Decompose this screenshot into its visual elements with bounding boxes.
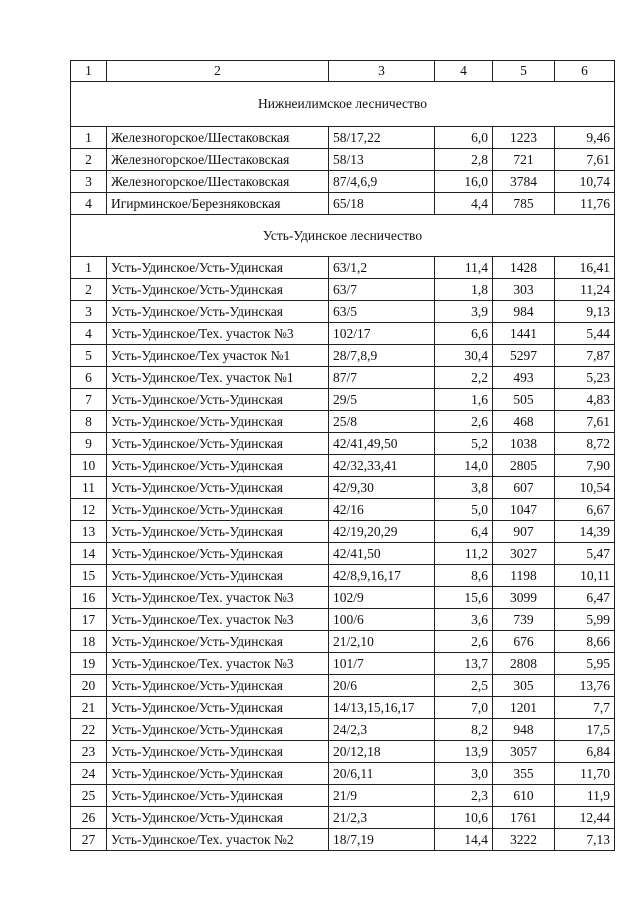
area-cell: 2,8 [435,149,493,171]
value-cell: 16,41 [555,257,615,279]
table-row [71,345,615,367]
value-cell: 6,84 [555,741,615,763]
row-number-cell: 8 [71,411,107,433]
table-row [71,389,615,411]
value-cell: 5,44 [555,323,615,345]
row-number-cell: 27 [71,829,107,851]
value-cell: 9,46 [555,127,615,149]
district-name-cell: Усть-Удинское/Тех. участок №1 [107,367,329,389]
table-row [71,763,615,785]
quarter-allotment-cell: 87/7 [329,367,435,389]
volume-cell: 1441 [493,323,555,345]
volume-cell: 948 [493,719,555,741]
table-row [71,521,615,543]
volume-cell: 1038 [493,433,555,455]
quarter-allotment-cell: 18/7,19 [329,829,435,851]
area-cell: 3,9 [435,301,493,323]
row-number-cell: 7 [71,389,107,411]
district-name-cell: Усть-Удинское/Усть-Удинская [107,433,329,455]
quarter-allotment-cell: 65/18 [329,193,435,215]
row-number-cell: 10 [71,455,107,477]
district-name-cell: Усть-Удинское/Усть-Удинская [107,719,329,741]
value-cell: 10,54 [555,477,615,499]
row-number-cell: 23 [71,741,107,763]
district-name-cell: Железногорское/Шестаковская [107,127,329,149]
area-cell: 11,2 [435,543,493,565]
district-name-cell: Усть-Удинское/Усть-Удинская [107,499,329,521]
table-row [71,697,615,719]
row-number-cell: 2 [71,149,107,171]
table-row [71,171,615,193]
district-name-cell: Усть-Удинское/Усть-Удинская [107,697,329,719]
quarter-allotment-cell: 63/1,2 [329,257,435,279]
row-number-cell: 18 [71,631,107,653]
quarter-allotment-cell: 14/13,15,16,17 [329,697,435,719]
area-cell: 14,4 [435,829,493,851]
row-number-cell: 20 [71,675,107,697]
table-row [71,193,615,215]
table-row [71,807,615,829]
quarter-allotment-cell: 42/41,50 [329,543,435,565]
volume-cell: 355 [493,763,555,785]
district-name-cell: Игирминское/Березняковская [107,193,329,215]
table-row [71,565,615,587]
table-row [71,741,615,763]
quarter-allotment-cell: 100/6 [329,609,435,631]
volume-cell: 505 [493,389,555,411]
quarter-allotment-cell: 29/5 [329,389,435,411]
area-cell: 3,0 [435,763,493,785]
area-cell: 5,2 [435,433,493,455]
row-number-cell: 17 [71,609,107,631]
volume-cell: 493 [493,367,555,389]
area-cell: 13,9 [435,741,493,763]
value-cell: 9,13 [555,301,615,323]
value-cell: 10,74 [555,171,615,193]
row-number-cell: 3 [71,301,107,323]
quarter-allotment-cell: 102/9 [329,587,435,609]
area-cell: 5,0 [435,499,493,521]
value-cell: 14,39 [555,521,615,543]
quarter-allotment-cell: 102/17 [329,323,435,345]
table-row [71,257,615,279]
volume-cell: 721 [493,149,555,171]
district-name-cell: Усть-Удинское/Тех. участок №3 [107,653,329,675]
value-cell: 10,11 [555,565,615,587]
area-cell: 4,4 [435,193,493,215]
area-cell: 8,2 [435,719,493,741]
quarter-allotment-cell: 42/41,49,50 [329,433,435,455]
quarter-allotment-cell: 20/12,18 [329,741,435,763]
table-row [71,323,615,345]
district-name-cell: Усть-Удинское/Усть-Удинская [107,301,329,323]
quarter-allotment-cell: 42/19,20,29 [329,521,435,543]
quarter-allotment-cell: 21/2,10 [329,631,435,653]
area-cell: 14,0 [435,455,493,477]
district-name-cell: Усть-Удинское/Тех. участок №2 [107,829,329,851]
district-name-cell: Усть-Удинское/Усть-Удинская [107,279,329,301]
row-number-cell: 26 [71,807,107,829]
value-cell: 12,44 [555,807,615,829]
district-name-cell: Усть-Удинское/Тех. участок №3 [107,323,329,345]
table-row [71,477,615,499]
area-cell: 30,4 [435,345,493,367]
value-cell: 11,9 [555,785,615,807]
row-number-cell: 15 [71,565,107,587]
row-number-cell: 25 [71,785,107,807]
row-number-cell: 24 [71,763,107,785]
header-cell-5: 5 [493,61,555,82]
value-cell: 5,23 [555,367,615,389]
area-cell: 2,3 [435,785,493,807]
value-cell: 11,76 [555,193,615,215]
row-number-cell: 1 [71,257,107,279]
row-number-cell: 13 [71,521,107,543]
value-cell: 11,70 [555,763,615,785]
volume-cell: 610 [493,785,555,807]
table-row [71,631,615,653]
quarter-allotment-cell: 58/17,22 [329,127,435,149]
value-cell: 7,13 [555,829,615,851]
area-cell: 3,8 [435,477,493,499]
table-row [71,653,615,675]
area-cell: 1,6 [435,389,493,411]
quarter-allotment-cell: 101/7 [329,653,435,675]
area-cell: 3,6 [435,609,493,631]
volume-cell: 1761 [493,807,555,829]
district-name-cell: Усть-Удинское/Усть-Удинская [107,631,329,653]
table-row [71,543,615,565]
header-cell-1: 1 [71,61,107,82]
row-number-cell: 12 [71,499,107,521]
area-cell: 2,2 [435,367,493,389]
row-number-cell: 5 [71,345,107,367]
value-cell: 6,67 [555,499,615,521]
table-row [71,719,615,741]
volume-cell: 607 [493,477,555,499]
quarter-allotment-cell: 42/16 [329,499,435,521]
section-title-row [71,215,615,257]
volume-cell: 3057 [493,741,555,763]
volume-cell: 907 [493,521,555,543]
volume-cell: 303 [493,279,555,301]
quarter-allotment-cell: 20/6 [329,675,435,697]
table-row [71,367,615,389]
district-name-cell: Усть-Удинское/Усть-Удинская [107,389,329,411]
value-cell: 4,83 [555,389,615,411]
quarter-allotment-cell: 63/5 [329,301,435,323]
section-title: Нижнеилимское лесничество [71,82,615,127]
area-cell: 13,7 [435,653,493,675]
quarter-allotment-cell: 21/2,3 [329,807,435,829]
table-row [71,433,615,455]
value-cell: 7,61 [555,411,615,433]
header-cell-6: 6 [555,61,615,82]
value-cell: 7,90 [555,455,615,477]
row-number-cell: 14 [71,543,107,565]
area-cell: 2,6 [435,411,493,433]
row-number-cell: 9 [71,433,107,455]
row-number-cell: 11 [71,477,107,499]
district-name-cell: Усть-Удинское/Усть-Удинская [107,543,329,565]
table-row [71,149,615,171]
quarter-allotment-cell: 42/9,30 [329,477,435,499]
volume-cell: 1047 [493,499,555,521]
value-cell: 8,72 [555,433,615,455]
table-row [71,785,615,807]
district-name-cell: Усть-Удинское/Усть-Удинская [107,257,329,279]
area-cell: 6,0 [435,127,493,149]
district-name-cell: Усть-Удинское/Усть-Удинская [107,521,329,543]
header-row [71,61,615,82]
volume-cell: 739 [493,609,555,631]
row-number-cell: 19 [71,653,107,675]
volume-cell: 305 [493,675,555,697]
area-cell: 1,8 [435,279,493,301]
district-name-cell: Усть-Удинское/Усть-Удинская [107,565,329,587]
table-row [71,279,615,301]
volume-cell: 676 [493,631,555,653]
quarter-allotment-cell: 42/8,9,16,17 [329,565,435,587]
area-cell: 15,6 [435,587,493,609]
district-name-cell: Усть-Удинское/Усть-Удинская [107,785,329,807]
area-cell: 6,6 [435,323,493,345]
quarter-allotment-cell: 21/9 [329,785,435,807]
table-row [71,127,615,149]
area-cell: 2,5 [435,675,493,697]
table-body [71,61,615,851]
area-cell: 11,4 [435,257,493,279]
table-row [71,301,615,323]
row-number-cell: 16 [71,587,107,609]
value-cell: 13,76 [555,675,615,697]
table-row [71,499,615,521]
value-cell: 7,61 [555,149,615,171]
quarter-allotment-cell: 24/2,3 [329,719,435,741]
section-title-row [71,82,615,127]
area-cell: 10,6 [435,807,493,829]
quarter-allotment-cell: 63/7 [329,279,435,301]
row-number-cell: 4 [71,323,107,345]
row-number-cell: 2 [71,279,107,301]
volume-cell: 984 [493,301,555,323]
volume-cell: 5297 [493,345,555,367]
volume-cell: 3784 [493,171,555,193]
quarter-allotment-cell: 20/6,11 [329,763,435,785]
volume-cell: 2808 [493,653,555,675]
quarter-allotment-cell: 87/4,6,9 [329,171,435,193]
area-cell: 8,6 [435,565,493,587]
row-number-cell: 22 [71,719,107,741]
value-cell: 5,99 [555,609,615,631]
table-row [71,675,615,697]
district-name-cell: Усть-Удинское/Усть-Удинская [107,763,329,785]
area-cell: 7,0 [435,697,493,719]
table-row [71,587,615,609]
district-name-cell: Усть-Удинское/Усть-Удинская [107,477,329,499]
value-cell: 11,24 [555,279,615,301]
header-cell-4: 4 [435,61,493,82]
quarter-allotment-cell: 58/13 [329,149,435,171]
district-name-cell: Железногорское/Шестаковская [107,171,329,193]
district-name-cell: Усть-Удинское/Тех. участок №3 [107,587,329,609]
value-cell: 17,5 [555,719,615,741]
volume-cell: 2805 [493,455,555,477]
value-cell: 7,7 [555,697,615,719]
district-name-cell: Усть-Удинское/Усть-Удинская [107,675,329,697]
district-name-cell: Усть-Удинское/Усть-Удинская [107,741,329,763]
value-cell: 6,47 [555,587,615,609]
volume-cell: 468 [493,411,555,433]
quarter-allotment-cell: 28/7,8,9 [329,345,435,367]
area-cell: 2,6 [435,631,493,653]
district-name-cell: Железногорское/Шестаковская [107,149,329,171]
value-cell: 8,66 [555,631,615,653]
header-cell-3: 3 [329,61,435,82]
row-number-cell: 3 [71,171,107,193]
row-number-cell: 6 [71,367,107,389]
area-cell: 6,4 [435,521,493,543]
table-row [71,411,615,433]
value-cell: 5,95 [555,653,615,675]
district-name-cell: Усть-Удинское/Тех участок №1 [107,345,329,367]
district-name-cell: Усть-Удинское/Усть-Удинская [107,455,329,477]
table-row [71,455,615,477]
value-cell: 7,87 [555,345,615,367]
district-name-cell: Усть-Удинское/Усть-Удинская [107,807,329,829]
district-name-cell: Усть-Удинское/Усть-Удинская [107,411,329,433]
quarter-allotment-cell: 42/32,33,41 [329,455,435,477]
section-title: Усть-Удинское лесничество [71,215,615,257]
row-number-cell: 4 [71,193,107,215]
row-number-cell: 1 [71,127,107,149]
table-row [71,609,615,631]
header-cell-2: 2 [107,61,329,82]
quarter-allotment-cell: 25/8 [329,411,435,433]
table-row [71,829,615,851]
volume-cell: 3222 [493,829,555,851]
row-number-cell: 21 [71,697,107,719]
district-name-cell: Усть-Удинское/Тех. участок №3 [107,609,329,631]
area-cell: 16,0 [435,171,493,193]
value-cell: 5,47 [555,543,615,565]
volume-cell: 1223 [493,127,555,149]
volume-cell: 3027 [493,543,555,565]
volume-cell: 1428 [493,257,555,279]
volume-cell: 785 [493,193,555,215]
forestry-table [70,60,615,851]
volume-cell: 3099 [493,587,555,609]
volume-cell: 1198 [493,565,555,587]
volume-cell: 1201 [493,697,555,719]
